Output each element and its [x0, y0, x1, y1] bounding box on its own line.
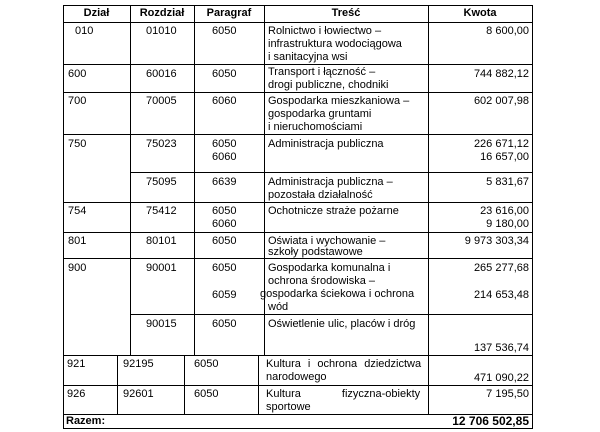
cell-rozdzial: 90001	[146, 262, 177, 274]
cell-tresc: Administracja publiczna	[268, 138, 384, 150]
cell-kwota: 8 600,00	[486, 25, 529, 37]
cell-tresc: Kultura i ochrona dziedzictwa	[266, 358, 422, 370]
cell-dzial: 754	[68, 205, 87, 217]
cell-paragraf: 6050	[194, 388, 219, 400]
cell-dzial: 750	[68, 138, 87, 150]
cell-tresc: szkoły podstawowe	[268, 246, 363, 258]
cell-tresc: Kultura fizyczna-obiekty	[266, 388, 421, 400]
cell-tresc: Gospodarka komunalna i	[268, 262, 391, 274]
cell-paragraf: 6050	[212, 262, 237, 274]
total-label: Razem:	[66, 415, 106, 427]
row-divider	[63, 202, 533, 203]
cell-tresc: Gospodarka mieszkaniowa –	[268, 95, 410, 107]
cell-paragraf: 6060	[212, 151, 237, 163]
cell-paragraf: 6059	[212, 289, 237, 301]
cell-kwota: 9 180,00	[486, 218, 529, 230]
cell-tresc: infrastruktura wodociągowa	[268, 38, 402, 50]
cell-paragraf: 6060	[212, 95, 237, 107]
col-divider	[264, 5, 265, 355]
cell-kwota: 5 831,67	[486, 176, 529, 188]
cell-rozdzial: 80101	[146, 235, 177, 247]
row-divider	[63, 22, 533, 23]
col-divider	[184, 355, 185, 414]
cell-rozdzial: 70005	[146, 95, 177, 107]
cell-kwota: 602 007,98	[473, 95, 529, 107]
cell-tresc: pozostała działalność	[268, 189, 373, 201]
col-divider	[194, 5, 195, 355]
cell-tresc: drogi publiczne, chodniki	[268, 79, 389, 91]
header-paragraf: Paragraf	[206, 7, 252, 19]
cell-paragraf: 6060	[212, 218, 237, 230]
cell-kwota: 744 882,12	[473, 68, 529, 80]
cell-rozdzial: 75412	[146, 205, 177, 217]
row-divider	[130, 314, 533, 315]
cell-paragraf: 6050	[212, 25, 237, 37]
cell-tresc: narodowego	[266, 371, 327, 383]
cell-paragraf: 6050	[212, 138, 237, 150]
cell-kwota: 214 653,48	[473, 289, 529, 301]
cell-rozdzial: 75095	[146, 176, 177, 188]
cell-tresc: wód	[268, 301, 289, 313]
cell-tresc: i sanitacyjna wsi	[268, 51, 348, 63]
cell-rozdzial: 01010	[146, 25, 177, 37]
cell-paragraf: 6050	[194, 358, 219, 370]
row-divider	[63, 64, 533, 65]
cell-dzial: 801	[68, 235, 87, 247]
header-kwota: Kwota	[463, 7, 497, 19]
cell-tresc: ochrona środowiska –	[268, 275, 376, 287]
cell-dzial: 010	[75, 25, 94, 37]
table-border-bottom	[63, 428, 533, 429]
cell-kwota: 16 657,00	[480, 151, 529, 163]
cell-paragraf: 6050	[212, 235, 237, 247]
cell-tresc: gospodarka gruntami	[268, 108, 372, 120]
row-divider	[63, 355, 533, 356]
table-border-right	[532, 5, 533, 429]
cell-tresc: Oświata i wychowanie –	[268, 235, 386, 247]
cell-kwota: 226 671,12	[473, 138, 529, 150]
cell-kwota: 265 277,68	[473, 262, 529, 274]
cell-tresc: Transport i łączność –	[268, 66, 376, 78]
cell-tresc: sportowe	[266, 401, 311, 413]
cell-kwota: 7 195,50	[486, 388, 529, 400]
col-divider	[258, 355, 259, 414]
cell-rozdzial: 92195	[123, 358, 154, 370]
cell-tresc: i nieruchomościami	[268, 121, 363, 133]
table-border-left	[63, 5, 64, 429]
header-tresc: Treść	[331, 7, 361, 19]
row-divider	[130, 172, 533, 173]
col-divider	[117, 355, 118, 414]
cell-tresc: gospodarka ściekowa i ochrona	[260, 288, 415, 300]
row-divider	[63, 134, 533, 135]
cell-rozdzial: 90015	[146, 318, 177, 330]
cell-kwota: 23 616,00	[480, 205, 529, 217]
cell-paragraf: 6050	[212, 68, 237, 80]
cell-kwota: 9 973 303,34	[464, 235, 529, 247]
cell-dzial: 600	[68, 68, 87, 80]
cell-dzial: 926	[67, 388, 86, 400]
cell-rozdzial: 92601	[123, 388, 154, 400]
header-dzial: Dział	[83, 7, 110, 19]
cell-rozdzial: 75023	[146, 138, 177, 150]
cell-dzial: 700	[68, 95, 87, 107]
header-rozdzial: Rozdział	[139, 7, 185, 19]
row-divider	[63, 385, 533, 386]
table-border-top	[63, 5, 533, 6]
cell-paragraf: 6050	[212, 205, 237, 217]
col-divider	[130, 5, 131, 355]
cell-paragraf: 6639	[212, 176, 237, 188]
cell-tresc: Oświetlenie ulic, placów i dróg	[268, 318, 416, 330]
cell-tresc: Ochotnicze straże pożarne	[268, 205, 399, 217]
row-divider	[63, 232, 533, 233]
cell-tresc: Rolnictwo i łowiectwo –	[268, 25, 382, 37]
cell-tresc: Administracja publiczna –	[268, 176, 393, 188]
total-kwota: 12 706 502,85	[452, 414, 529, 428]
row-divider	[63, 92, 533, 93]
cell-dzial: 921	[67, 358, 86, 370]
cell-kwota: 471 090,22	[473, 372, 529, 384]
cell-kwota: 137 536,74	[473, 342, 529, 354]
cell-dzial: 900	[68, 262, 87, 274]
cell-paragraf: 6050	[212, 318, 237, 330]
cell-rozdzial: 60016	[146, 68, 177, 80]
